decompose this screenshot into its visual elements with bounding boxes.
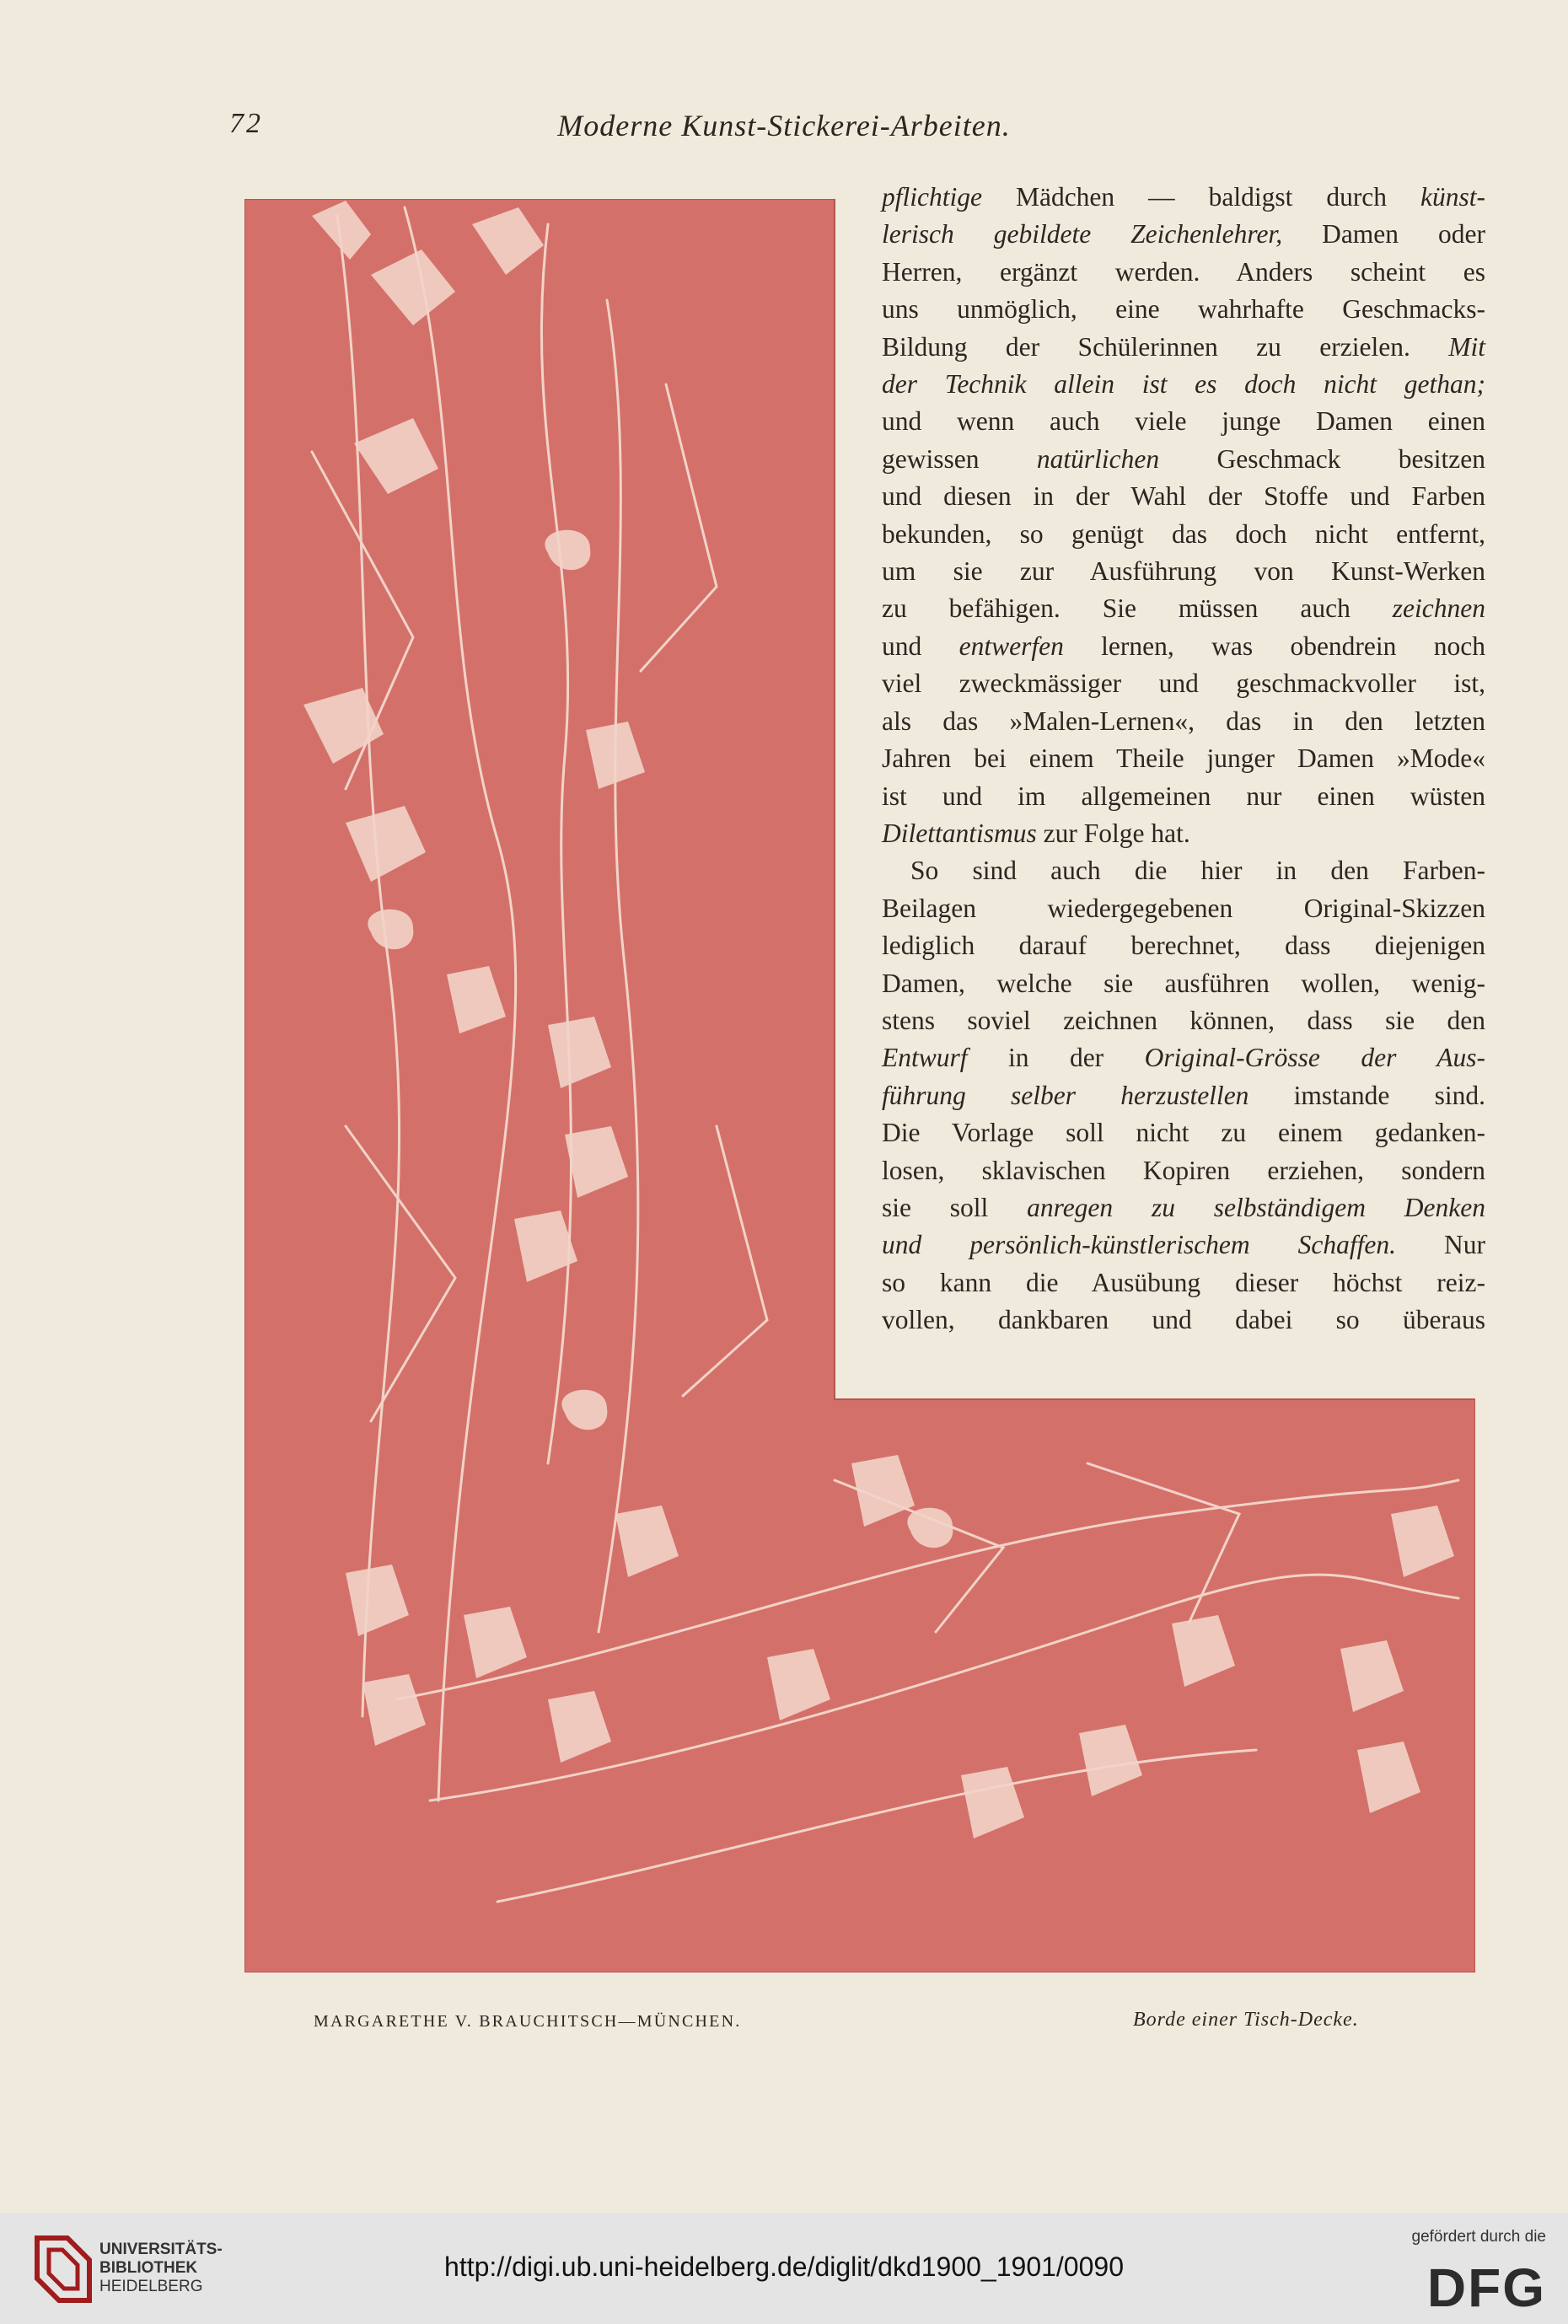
- emphasis: lerisch gebildete Zeichenlehrer,: [882, 219, 1283, 250]
- text-line: [882, 1039, 1485, 1076]
- text-line: [882, 179, 1485, 216]
- text-line: [882, 590, 1485, 627]
- text-run: gewissen: [882, 443, 1037, 474]
- text-line: vollen, dankbaren und dabei so überaus: [882, 1305, 1485, 1335]
- text-run: zur Folge hat.: [1036, 818, 1190, 848]
- page-header: [0, 108, 1568, 150]
- emphasis: Original-Grösse der Aus-: [1144, 1043, 1485, 1073]
- dfg-logo: DFG: [1426, 2257, 1546, 2318]
- text-line: [882, 1226, 1485, 1264]
- emphasis: anregen zu selbständigem Denken: [1027, 1192, 1485, 1222]
- emphasis: Entwurf: [882, 1043, 968, 1073]
- text-line: [882, 366, 1485, 403]
- library-name-line: HEIDELBERG: [99, 2278, 203, 2295]
- text-line: [882, 1077, 1485, 1114]
- text-line: uns unmöglich, eine wahrhafte Geschmacks-: [882, 294, 1485, 325]
- text-run: Nur: [1396, 1230, 1485, 1260]
- emphasis: künst-: [1420, 182, 1485, 212]
- text-line: als das »Malen-Lernen«, das in den letzten: [882, 706, 1485, 736]
- text-line: [882, 815, 1485, 852]
- emphasis: entwerfen: [959, 631, 1064, 661]
- text-line: Die Vorlage soll nicht zu einem gedanken-: [882, 1118, 1485, 1148]
- emphasis: führung selber herzustellen: [882, 1080, 1249, 1110]
- text-line: stens soviel zeichnen können, dass sie den: [882, 1005, 1485, 1035]
- text-run: lernen, was obendrein noch: [1063, 631, 1485, 661]
- digitization-footer: [0, 2213, 1568, 2324]
- text-line: [882, 329, 1485, 366]
- text-run: Damen oder: [1282, 219, 1485, 250]
- text-run: zu befähigen. Sie müssen auch: [882, 593, 1393, 624]
- source-url-link[interactable]: http://digi.ub.uni-heidelberg.de/diglit/dkd1900_1901/0090: [444, 2252, 1124, 2282]
- library-name-line: UNIVERSITÄTS-: [99, 2241, 223, 2258]
- text-line: so kann die Ausübung dieser höchst reiz-: [882, 1267, 1485, 1297]
- text-line: Jahren bei einem Theile junger Damen »Mode«: [882, 743, 1485, 774]
- emphasis: und persönlich-künstlerischem Schaffen.: [882, 1230, 1396, 1260]
- text-line: und wenn auch viele junge Damen einen: [882, 406, 1485, 437]
- body-text: [882, 179, 1485, 1339]
- text-line: [882, 1189, 1485, 1226]
- funded-by-label: gefördert durch die: [1411, 2228, 1546, 2246]
- emphasis: der Technik allein ist es doch nicht gethan;: [882, 369, 1485, 400]
- text-line: und diesen in der Wahl der Stoffe und Farben: [882, 481, 1485, 512]
- text-line: [882, 441, 1485, 478]
- plate-caption-artist: MARGARETHE V. BRAUCHITSCH—MÜNCHEN.: [314, 2012, 742, 2031]
- emphasis: zeichnen: [1392, 593, 1485, 624]
- text-run: in der: [967, 1043, 1145, 1073]
- text-run: imstande sind.: [1248, 1080, 1485, 1110]
- text-line: [882, 628, 1485, 665]
- text-line: Herren, ergänzt werden. Anders scheint es: [882, 256, 1485, 287]
- text-line: lediglich darauf berechnet, dass diejenigen: [882, 931, 1485, 961]
- text-line: ist und im allgemeinen nur einen wüsten: [882, 781, 1485, 811]
- emphasis: pflichtige: [882, 182, 982, 212]
- text-run: sie soll: [882, 1192, 1028, 1222]
- text-run: Mädchen — baldigst durch: [981, 182, 1421, 212]
- text-line: So sind auch die hier in den Farben-: [910, 856, 1485, 886]
- text-line: Damen, welche sie ausführen wollen, wenig-: [882, 968, 1485, 998]
- emphasis: Mit: [1448, 331, 1485, 362]
- emphasis: Dilettantismus: [882, 818, 1037, 848]
- text-run: Geschmack besitzen: [1159, 443, 1486, 474]
- text-line: bekunden, so genügt das doch nicht entfernt,: [882, 518, 1485, 549]
- text-run: und: [882, 631, 959, 661]
- emphasis: natürlichen: [1036, 443, 1160, 474]
- text-line: [882, 216, 1485, 253]
- text-line: um sie zur Ausführung von Kunst-Werken: [882, 556, 1485, 587]
- library-name-line: BIBLIOTHEK: [99, 2259, 198, 2277]
- text-run: Bildung der Schülerinnen zu erzielen.: [882, 331, 1449, 362]
- page-number: 72: [229, 108, 263, 139]
- text-line: viel zweckmässiger und geschmackvoller ist,: [882, 668, 1485, 699]
- plate-caption-title: Borde einer Tisch-Decke.: [1133, 2009, 1359, 2031]
- running-title: Moderne Kunst-Stickerei-Arbeiten.: [557, 109, 1011, 142]
- text-line: losen, sklavischen Kopiren erziehen, sondern: [882, 1155, 1485, 1185]
- text-line: Beilagen wiedergegebenen Original-Skizzen: [882, 893, 1485, 923]
